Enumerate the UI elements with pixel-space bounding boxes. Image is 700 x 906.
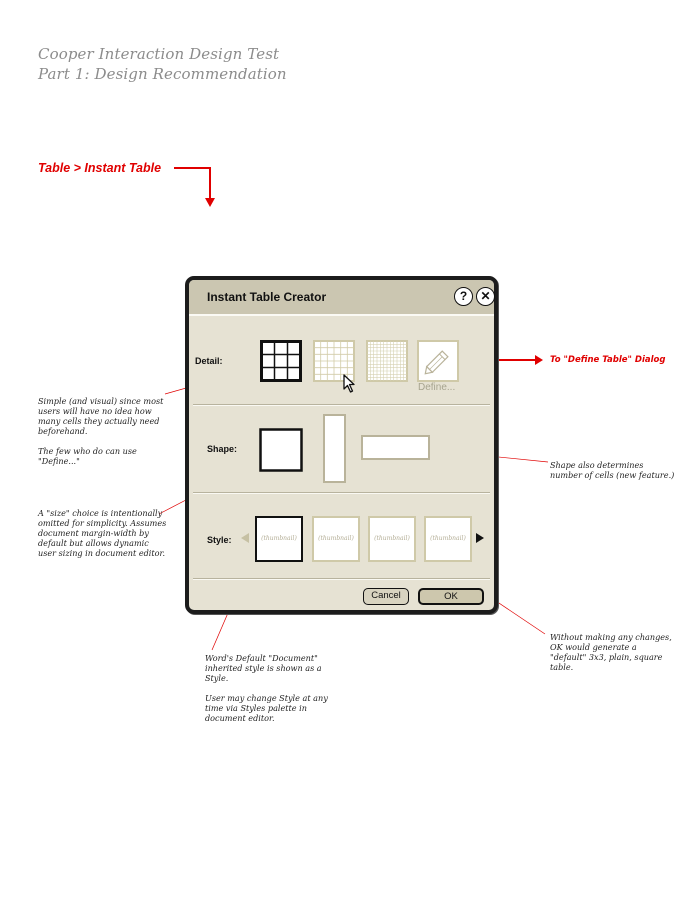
shape-option-tall[interactable] bbox=[323, 414, 347, 484]
divider bbox=[193, 578, 490, 580]
annotation-text: Without making any changes, OK would generate a "default" 3x3, plain, square table. bbox=[550, 632, 672, 672]
annotation-text: A "size" choice is intentionally omitted for simplicity. Assumes document margin-width by default but allows dynamic user sizing in document editor. bbox=[38, 508, 167, 558]
annotation-simple-visual bbox=[38, 396, 173, 466]
annotation-shape-cells bbox=[550, 460, 675, 480]
doc-title-line2: Part 1: Design Recommendation bbox=[38, 65, 287, 83]
shape-option-square[interactable] bbox=[259, 428, 303, 472]
style-thumbnail[interactable]: (thumbnail) bbox=[424, 516, 472, 562]
style-prev-arrow-icon[interactable] bbox=[241, 533, 249, 543]
divider bbox=[193, 492, 490, 494]
annotation-text: User may change Style at any time via Styles palette in document editor. bbox=[205, 693, 328, 723]
menu-path: Table > Instant Table bbox=[38, 161, 162, 175]
help-icon[interactable]: ? bbox=[454, 287, 473, 306]
divider bbox=[193, 404, 490, 406]
ok-button[interactable]: OK bbox=[418, 588, 484, 605]
detail-label: Detail: bbox=[195, 356, 223, 366]
annotation-word-default bbox=[205, 653, 330, 723]
detail-option-12x12[interactable] bbox=[366, 340, 408, 382]
mouse-pointer-icon bbox=[343, 374, 357, 394]
cancel-button[interactable]: Cancel bbox=[363, 588, 409, 605]
define-label[interactable]: Define... bbox=[418, 382, 456, 393]
close-icon[interactable]: ✕ bbox=[476, 287, 495, 306]
style-next-arrow-icon[interactable] bbox=[476, 533, 484, 543]
shape-option-wide[interactable] bbox=[361, 435, 431, 461]
style-label: Style: bbox=[207, 535, 232, 545]
style-thumbnail[interactable]: (thumbnail) bbox=[368, 516, 416, 562]
define-dialog-note: To "Define Table" Dialog bbox=[550, 355, 666, 365]
dialog-title: Instant Table Creator bbox=[207, 290, 327, 304]
detail-option-3x3[interactable] bbox=[260, 340, 302, 382]
style-thumbnail[interactable]: (thumbnail) bbox=[312, 516, 360, 562]
doc-title-line1: Cooper Interaction Design Test bbox=[38, 45, 280, 63]
style-thumbnail[interactable]: (thumbnail) bbox=[255, 516, 303, 562]
annotation-text: Word's Default "Document" inherited style is shown as a Style. bbox=[205, 653, 322, 683]
instant-table-dialog bbox=[185, 276, 498, 614]
annotation-text: Simple (and visual) since most users will have no idea how many cells they actually need beforehand. bbox=[38, 396, 164, 436]
annotation-size-choice bbox=[38, 508, 168, 558]
annotation-text: The few who do can use "Define..." bbox=[38, 446, 137, 466]
annotation-ok-default bbox=[550, 632, 675, 672]
shape-label: Shape: bbox=[207, 444, 238, 454]
annotation-text: Shape also determines number of cells (new feature.) bbox=[550, 460, 675, 480]
dialog-titlebar[interactable] bbox=[189, 280, 494, 316]
pencil-icon[interactable] bbox=[417, 340, 459, 382]
